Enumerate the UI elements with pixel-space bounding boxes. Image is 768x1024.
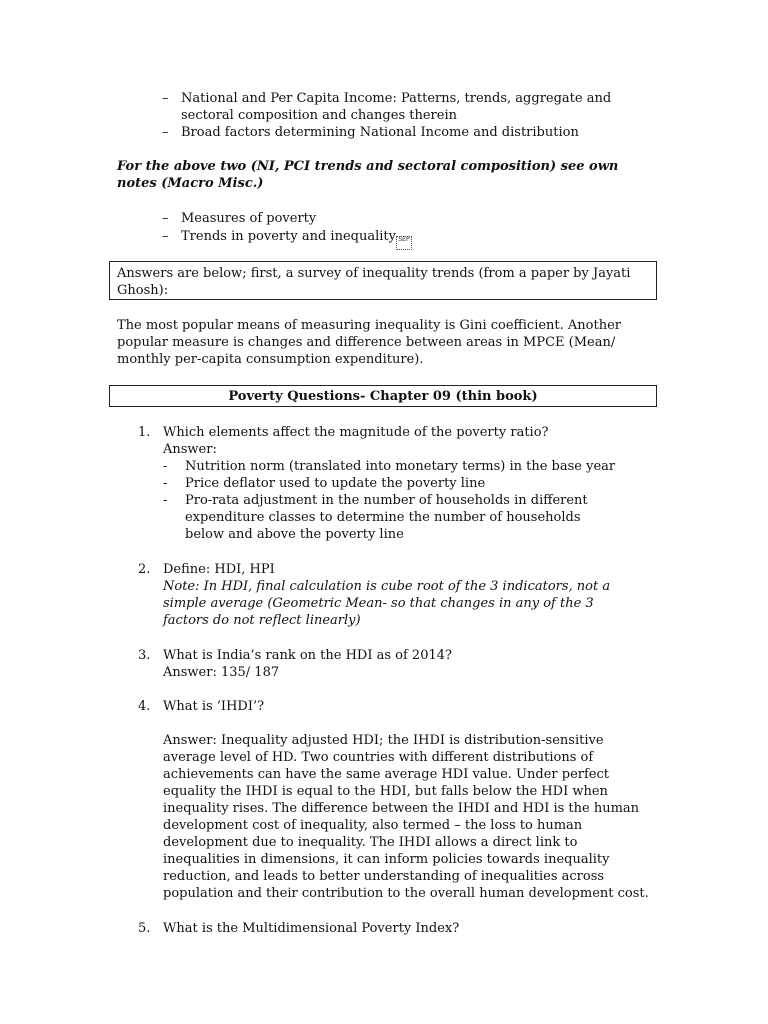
question-number: 1. — [138, 425, 151, 440]
bullet-item — [163, 458, 633, 475]
intro-paragraph: The most popular means of measuring inequality is Gini coefficient. Another popular measure is changes and difference between areas in MPCE (Mean/ monthly per-capita consumption expenditure). — [117, 318, 622, 367]
question-note: Note: In HDI, final calculation is cube root of the 3 indicators, not a simple average (Geometric Mean- so that changes in any of the 3 factors do not reflect linearly) — [163, 579, 611, 628]
bullet-hyphen: - — [163, 476, 168, 491]
list-item-text: Broad factors determining National Income and distribution — [181, 125, 579, 140]
answer-text: Answer: 135/ 187 — [163, 665, 280, 680]
bullet-hyphen: - — [163, 459, 168, 474]
bullet-item — [163, 492, 618, 543]
dash-marker: – — [162, 91, 169, 106]
bullet-text: Pro-rata adjustment in the number of households in different expenditure classes to determine the number of households below and above the poverty line — [185, 493, 588, 542]
question-text: What is ‘IHDI’? — [163, 699, 265, 714]
bullet-text: Nutrition norm (translated into monetary terms) in the base year — [185, 459, 616, 474]
question-number: 2. — [138, 562, 151, 577]
dash-marker: – — [162, 211, 169, 226]
list-item — [162, 228, 632, 250]
answer-text: Answer: Inequality adjusted HDI; the IHDI is distribution-sensitive average level of HD. Two countries with different distributions of achievements can have the same average HDI value. Under perfect equality the IHDI is equal to the HDI, but falls below the HDI when inequality rises. The difference between the IHDI and HDI is the human development cost of inequality, also termed – the loss to human development due to inequality. The IHDI allows a direct link to inequalities in dimensions, it can inform policies towards inequality reduction, and leads to better understanding of inequalities across population and their contribution to the overall human development cost. — [163, 733, 649, 901]
list-item-text: Measures of poverty — [181, 211, 317, 226]
answers-box: Answers are below; first, a survey of inequality trends (from a paper by Jayati Ghosh): — [109, 261, 657, 300]
question-number: 4. — [138, 699, 151, 714]
list-item-text: Trends in poverty and inequality — [181, 229, 396, 244]
question-number: 3. — [138, 648, 151, 663]
section-title: Poverty Questions- Chapter 09 (thin book) — [109, 385, 657, 407]
question-text: Define: HDI, HPI — [163, 562, 275, 577]
bullet-item — [163, 475, 633, 492]
dash-marker: – — [162, 125, 169, 140]
answer-label: Answer: — [163, 442, 217, 457]
bullet-hyphen: - — [163, 493, 168, 508]
list-item-text-wrap — [181, 228, 632, 250]
question-text: Which elements affect the magnitude of the poverty ratio? — [163, 425, 549, 440]
list-item — [162, 210, 632, 227]
sep-glyph-icon: SEP — [396, 236, 412, 250]
dash-marker: – — [162, 229, 169, 244]
bullet-text: Price deflator used to update the poverty line — [185, 476, 486, 491]
note-heading: For the above two (NI, PCI trends and sectoral composition) see own notes (Macro Misc.) — [117, 159, 619, 191]
list-item-text: National and Per Capita Income: Patterns, trends, aggregate and sectoral composition and changes therein — [181, 91, 612, 123]
list-item — [162, 90, 632, 124]
question-number: 5. — [138, 921, 151, 936]
list-item — [162, 124, 632, 141]
question-text: What is India’s rank on the HDI as of 2014? — [163, 648, 452, 663]
question-text: What is the Multidimensional Poverty Index? — [163, 921, 460, 936]
